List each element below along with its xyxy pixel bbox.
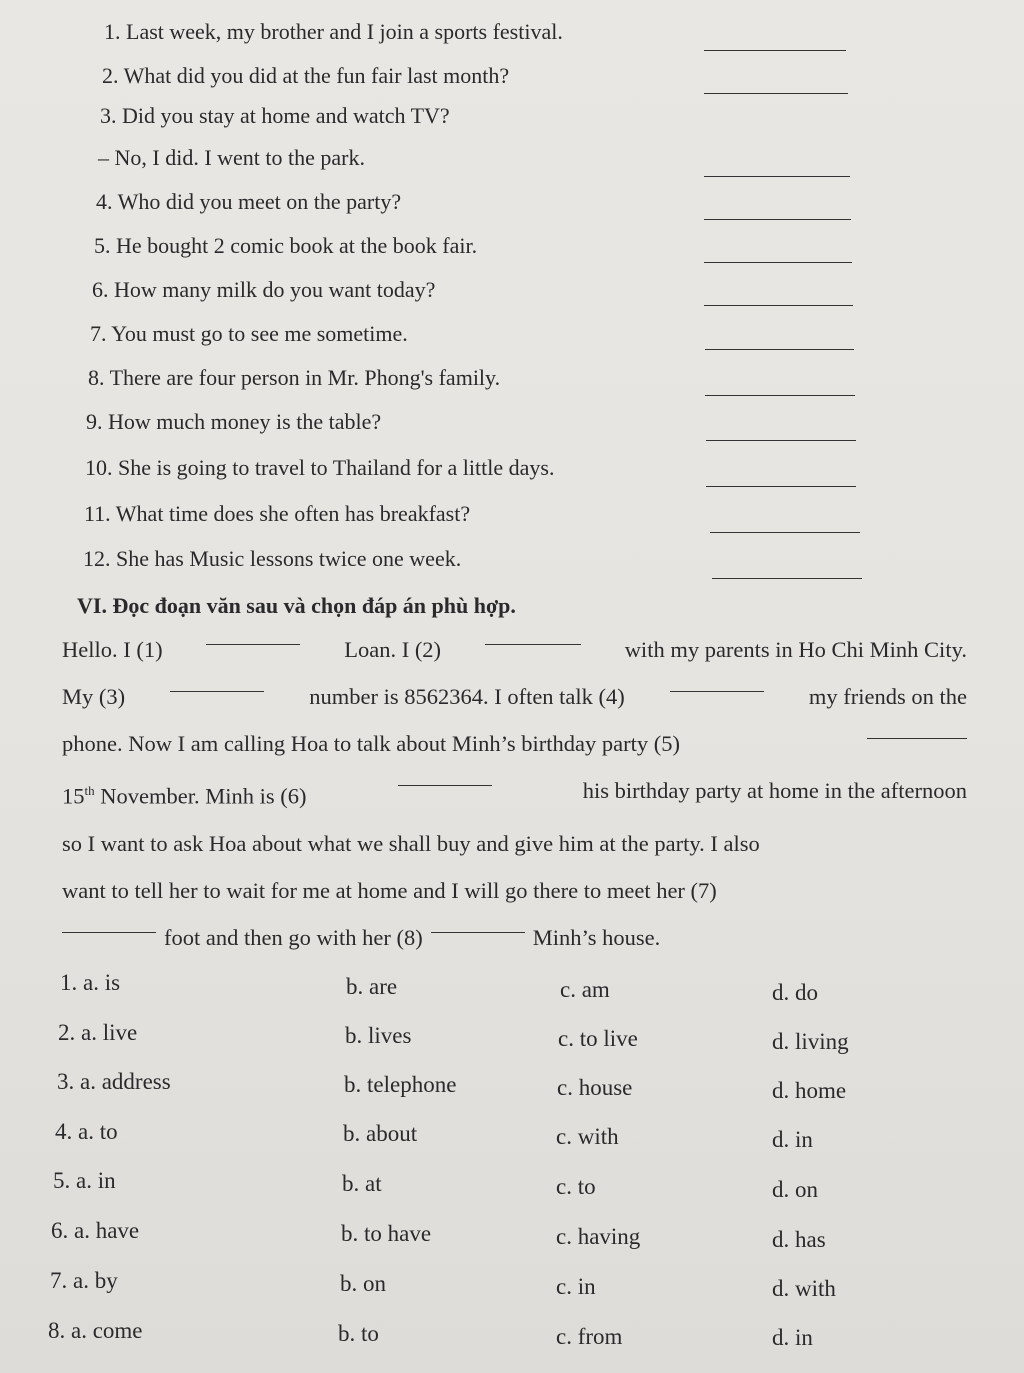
answer-blank-6[interactable]: [704, 305, 853, 306]
passage-line-3: phone. Now I am calling Hoa to talk about Minh’s birthday party (5): [62, 720, 967, 767]
sentence-7: 7. You must go to see me sometime.: [90, 321, 408, 346]
option-4b[interactable]: b. about: [343, 1121, 418, 1146]
option-7c[interactable]: c. in: [556, 1274, 596, 1299]
gap-8[interactable]: [431, 914, 525, 933]
option-4c[interactable]: c. with: [556, 1124, 619, 1149]
option-5a[interactable]: 5. a. in: [53, 1168, 116, 1193]
sentence-11: 11. What time does she often has breakfast?: [84, 501, 471, 526]
option-1c[interactable]: c. am: [560, 977, 610, 1002]
passage-line-1: Hello. I (1) Loan. I (2) with my parents in Ho Chi Minh City.: [62, 626, 967, 673]
gap-2[interactable]: [485, 626, 581, 645]
gap-3[interactable]: [170, 673, 264, 692]
section-heading: VI. Đọc đoạn văn sau và chọn đáp án phù hợp.: [77, 593, 516, 618]
reading-passage: [62, 626, 967, 961]
option-4a[interactable]: 4. a. to: [55, 1119, 118, 1144]
passage-line-4: 15th November. Minh is (6) his birthday party at home in the afternoon: [62, 767, 967, 820]
gap-1[interactable]: [206, 626, 300, 645]
passage-line-7: foot and then go with her (8) Minh’s house.: [62, 914, 967, 961]
option-1a[interactable]: 1. a. is: [60, 970, 121, 995]
option-5b[interactable]: b. at: [342, 1171, 382, 1196]
option-3b[interactable]: b. telephone: [344, 1072, 457, 1097]
gap-7[interactable]: [62, 914, 156, 933]
option-8c[interactable]: c. from: [556, 1324, 623, 1349]
option-3a[interactable]: 3. a. address: [57, 1069, 171, 1094]
option-2a[interactable]: 2. a. live: [58, 1020, 138, 1045]
option-6c[interactable]: c. having: [556, 1224, 641, 1249]
gap-4[interactable]: [670, 673, 764, 692]
option-7a[interactable]: 7. a. by: [50, 1268, 118, 1293]
answer-blank-1[interactable]: [704, 50, 846, 51]
sentence-10: 10. She is going to travel to Thailand for a little days.: [85, 455, 555, 480]
gap-6[interactable]: [398, 767, 492, 786]
answer-blank-3[interactable]: [704, 176, 850, 177]
answer-blank-10[interactable]: [706, 486, 856, 487]
answer-blank-7[interactable]: [705, 349, 854, 350]
option-7d[interactable]: d. with: [772, 1276, 836, 1301]
sentence-4: 4. Who did you meet on the party?: [96, 189, 402, 214]
option-1b[interactable]: b. are: [346, 974, 398, 999]
sentence-12: 12. She has Music lessons twice one week.: [83, 546, 462, 571]
option-2c[interactable]: c. to live: [558, 1026, 638, 1051]
sentence-3: 3. Did you stay at home and watch TV?: [100, 103, 450, 128]
option-1d[interactable]: d. do: [772, 980, 818, 1005]
option-5d[interactable]: d. on: [772, 1177, 818, 1202]
passage-line-2: My (3) number is 8562364. I often talk (4) my friends on the: [62, 673, 967, 720]
sentence-3-answer: – No, I did. I went to the park.: [98, 145, 365, 170]
answer-blank-2[interactable]: [704, 93, 848, 94]
option-5c[interactable]: c. to: [556, 1174, 596, 1199]
sentence-8: 8. There are four person in Mr. Phong's family.: [88, 365, 501, 390]
option-8b[interactable]: b. to: [338, 1321, 379, 1346]
answer-blank-4[interactable]: [704, 219, 851, 220]
answer-blank-8[interactable]: [705, 395, 855, 396]
answer-blank-5[interactable]: [704, 262, 852, 263]
option-7b[interactable]: b. on: [340, 1271, 386, 1296]
option-6d[interactable]: d. has: [772, 1227, 826, 1252]
option-3d[interactable]: d. home: [772, 1078, 847, 1103]
answer-blank-12[interactable]: [712, 578, 862, 579]
answer-blank-11[interactable]: [710, 532, 860, 533]
sentence-5: 5. He bought 2 comic book at the book fair.: [94, 233, 478, 258]
option-8a[interactable]: 8. a. come: [48, 1318, 143, 1343]
sentence-9: 9. How much money is the table?: [86, 409, 382, 434]
option-6a[interactable]: 6. a. have: [51, 1218, 140, 1243]
passage-line-5: so I want to ask Hoa about what we shall buy and give him at the party. I also: [62, 830, 760, 856]
option-3c[interactable]: c. house: [557, 1075, 633, 1100]
option-2d[interactable]: d. living: [772, 1029, 849, 1054]
sentence-6: 6. How many milk do you want today?: [92, 277, 436, 302]
sentence-1: 1. Last week, my brother and I join a sports festival.: [104, 19, 563, 44]
sentence-2: 2. What did you did at the fun fair last month?: [102, 63, 510, 88]
option-6b[interactable]: b. to have: [341, 1221, 432, 1246]
passage-line-6: want to tell her to wait for me at home and I will go there to meet her (7): [62, 877, 717, 903]
answer-blank-9[interactable]: [706, 440, 856, 441]
option-4d[interactable]: d. in: [772, 1127, 813, 1152]
gap-5[interactable]: [867, 720, 967, 739]
option-8d[interactable]: d. in: [772, 1325, 813, 1350]
option-2b[interactable]: b. lives: [345, 1023, 412, 1048]
